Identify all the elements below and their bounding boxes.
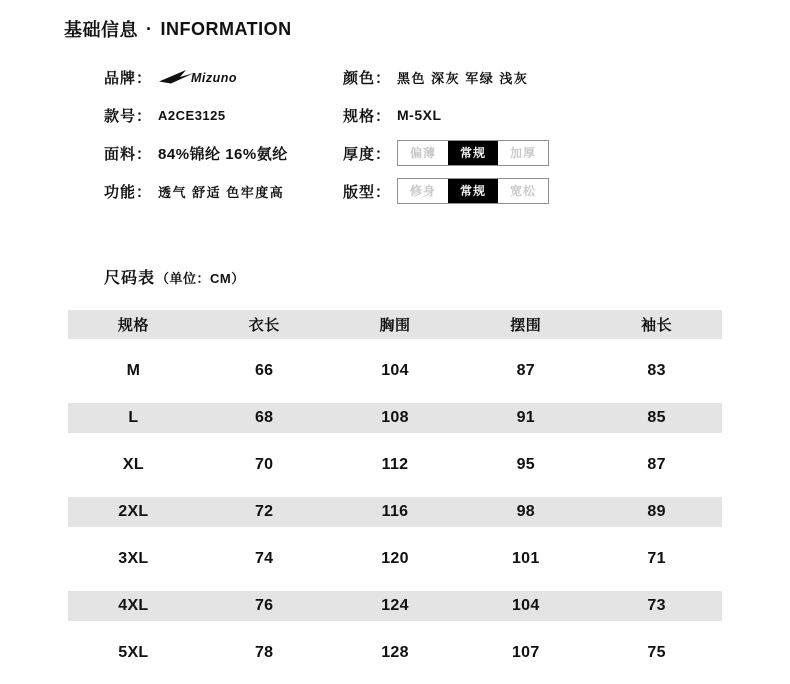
table-cell: 4XL (118, 597, 149, 614)
features-label: 功能： (104, 183, 153, 201)
table-cell: XL (122, 456, 144, 473)
table-cell: 85 (647, 409, 666, 426)
section-title-en: INFORMATION (160, 18, 292, 39)
style-no-label: 款号： (104, 107, 153, 125)
table-cell: 87 (647, 456, 666, 473)
table-cell: 74 (254, 550, 274, 567)
info-column-right (343, 58, 760, 210)
table-cell: 2XL (118, 503, 149, 520)
table-cell: 107 (511, 644, 540, 661)
table-cell: 76 (254, 597, 274, 614)
column-header-3: 胸围 (379, 317, 411, 334)
size-chart-table (68, 310, 722, 668)
table-cell: 112 (381, 456, 409, 473)
table-cell: 5XL (118, 644, 149, 661)
info-column-left (104, 58, 343, 210)
table-cell: 87 (516, 362, 535, 379)
brand-value (158, 68, 242, 86)
title-separator-dot: · (146, 18, 153, 39)
table-row-3XL (68, 544, 722, 574)
fabric-label: 面料： (104, 145, 153, 163)
thickness-label: 厚度： (343, 145, 392, 163)
size-chart-body (68, 356, 722, 668)
fit-option-2[interactable]: 常规 (448, 179, 498, 203)
table-cell: 124 (381, 597, 409, 614)
table-cell: 72 (254, 503, 274, 520)
size-range-label: 规格： (343, 107, 392, 125)
table-cell: 70 (254, 456, 274, 473)
table-cell: 120 (381, 550, 409, 567)
table-row-5XL (68, 638, 722, 668)
column-header-2: 衣长 (248, 317, 280, 334)
thickness-option-1[interactable]: 偏薄 (410, 146, 437, 160)
thickness-option-2[interactable]: 常规 (448, 141, 498, 165)
brand-row (104, 58, 343, 96)
size-range-value: M-5XL (397, 107, 442, 123)
section-title-cn: 基础信息 (64, 20, 138, 40)
color-row (343, 58, 760, 96)
thickness-option-3[interactable]: 加厚 (510, 146, 537, 160)
fit-option-3[interactable]: 宽松 (510, 184, 537, 198)
info-section (104, 58, 760, 210)
fit-option-1[interactable]: 修身 (410, 184, 437, 198)
table-row-2XL (68, 497, 722, 527)
size-chart-header-row (68, 310, 722, 339)
column-header-1: 规格 (117, 317, 149, 334)
fit-row (343, 172, 760, 210)
column-header-5: 袖长 (641, 317, 673, 334)
table-cell: 71 (647, 550, 666, 567)
table-cell: 78 (254, 644, 274, 661)
fit-toggle (397, 178, 549, 204)
table-cell: 68 (254, 409, 274, 426)
table-cell: 104 (511, 597, 540, 614)
size-chart-unit-note: （单位：CM） (156, 271, 245, 286)
table-row-M (68, 356, 722, 386)
mizuno-logo-icon (158, 68, 242, 86)
table-cell: 89 (647, 503, 666, 520)
size-range-row (343, 96, 760, 134)
table-cell: 83 (647, 362, 666, 379)
brand-label: 品牌： (104, 69, 153, 87)
features-value: 透气 舒适 色牢度高 (158, 184, 285, 200)
section-title (64, 16, 292, 42)
table-cell: 101 (511, 550, 540, 567)
table-cell: M (126, 362, 141, 379)
thickness-row (343, 134, 760, 172)
table-cell: 66 (254, 362, 274, 379)
table-row-4XL (68, 591, 722, 621)
size-chart-title: 尺码表 (104, 270, 156, 287)
mizuno-wordmark: Mizuno (191, 71, 238, 85)
table-cell: L (128, 409, 139, 426)
style-no-row (104, 96, 343, 134)
table-row-L (68, 403, 722, 433)
fabric-value: 84%锦纶 16%氨纶 (158, 145, 288, 163)
style-no-value: A2CE3125 (158, 107, 226, 123)
table-row-XL (68, 450, 722, 480)
column-header-4: 摆围 (510, 317, 542, 334)
table-cell: 95 (516, 456, 535, 473)
table-cell: 3XL (118, 550, 149, 567)
table-cell: 128 (381, 644, 409, 661)
table-cell: 98 (516, 503, 535, 520)
features-row (104, 172, 343, 210)
table-cell: 104 (381, 362, 409, 379)
table-cell: 116 (381, 503, 409, 520)
color-value: 黑色 深灰 军绿 浅灰 (397, 70, 529, 86)
fabric-row (104, 134, 343, 172)
table-cell: 91 (516, 409, 535, 426)
thickness-toggle (397, 140, 549, 166)
table-cell: 108 (381, 409, 409, 426)
size-chart-heading (104, 265, 245, 288)
fit-label: 版型： (343, 183, 392, 201)
table-cell: 73 (647, 597, 666, 614)
color-label: 颜色： (343, 69, 392, 87)
table-cell: 75 (647, 644, 666, 661)
